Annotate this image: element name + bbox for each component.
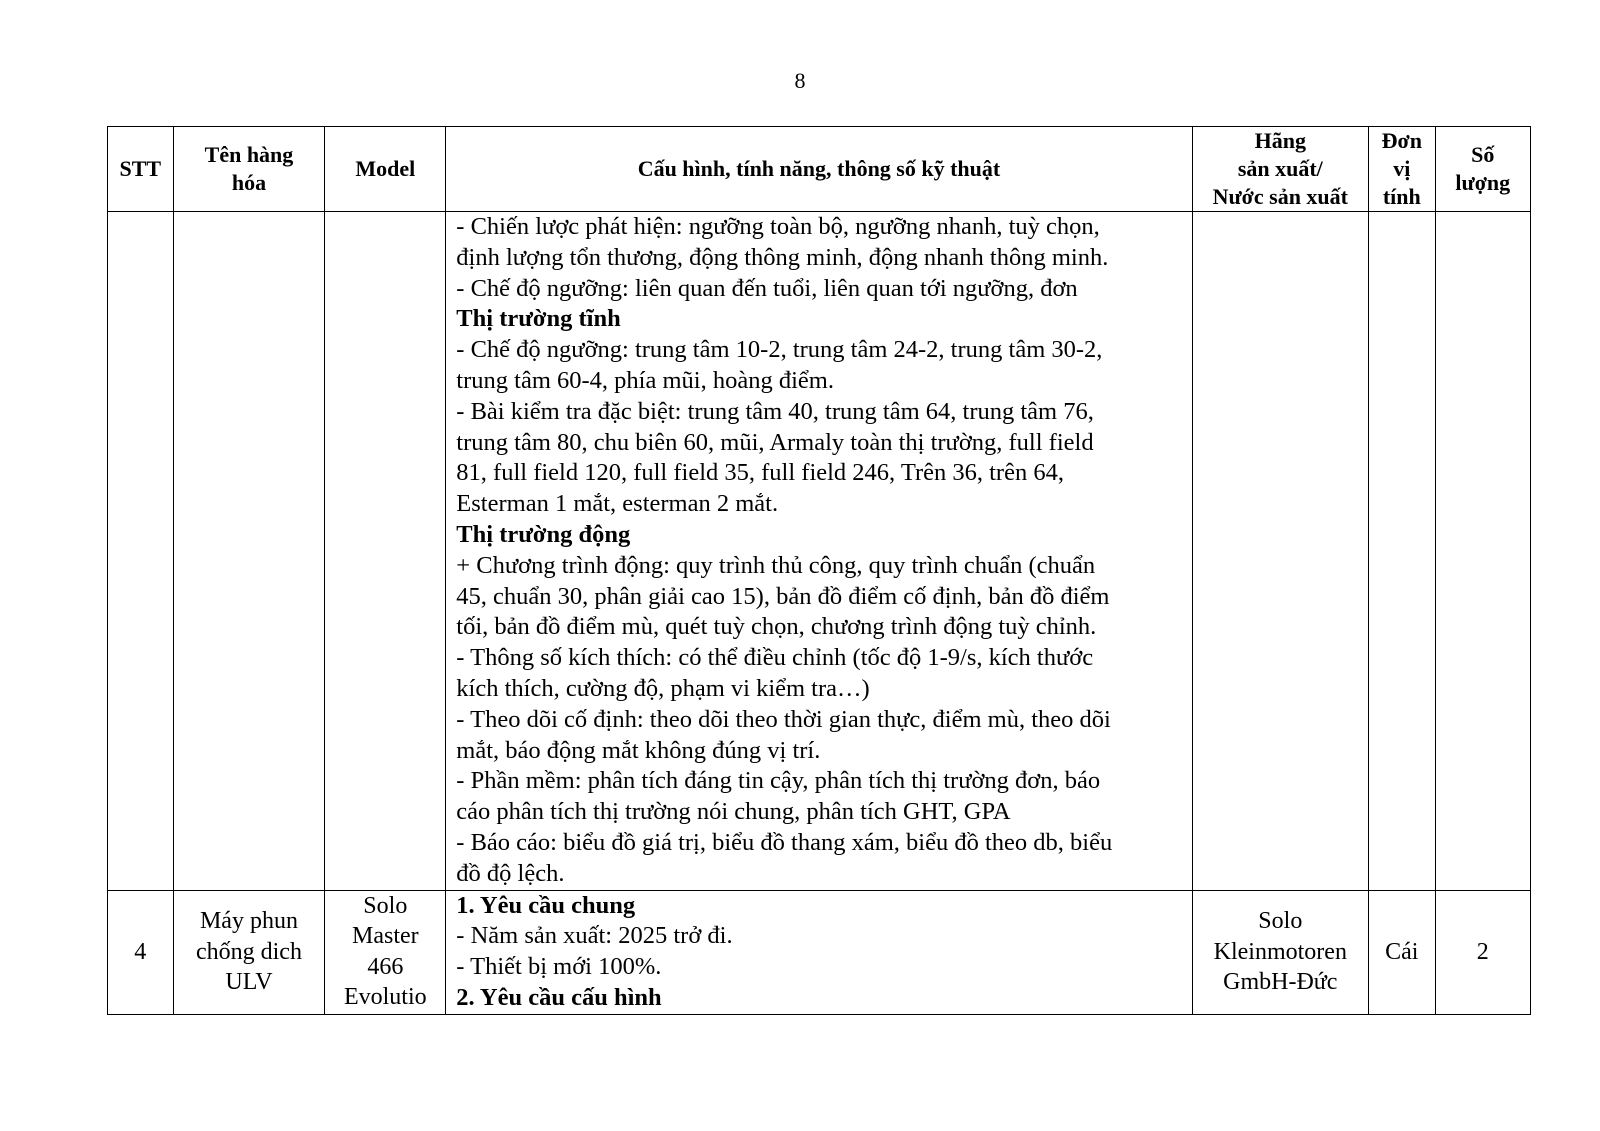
table-header-row (108, 127, 1531, 212)
header-model: Model (325, 127, 446, 212)
cell-product-name (173, 212, 325, 891)
header-stt: STT (108, 127, 174, 212)
spec-line: đồ độ lệch. (456, 859, 565, 887)
spec-line: kích thích, cường độ, phạm vi kiểm tra…) (456, 674, 870, 702)
header-line: Tên hàng (204, 142, 294, 167)
spec-line: - Phần mềm: phân tích đáng tin cậy, phân tích thị trường đơn, báo (456, 767, 1101, 795)
header-line: Hãng (1254, 128, 1306, 153)
cell-unit: Cái (1368, 890, 1435, 1014)
spec-line: mắt, báo động mắt không đúng vị trí. (456, 736, 821, 764)
header-line: sản xuất/ (1237, 156, 1323, 181)
header-line: hóa (231, 170, 267, 195)
spec-line: - Thiết bị mới 100%. (456, 953, 662, 981)
section-heading: Thị trường tĩnh (456, 305, 621, 333)
section-heading: 2. Yêu cầu cấu hình (456, 983, 662, 1011)
text-line: GmbH-Đức (1223, 969, 1338, 996)
header-line: Đơn (1381, 128, 1422, 153)
cell-manufacturer (1192, 212, 1368, 891)
text-line: Evolutio (343, 984, 427, 1011)
spec-line: cáo phân tích thị trường nói chung, phân tích GHT, GPA (456, 798, 1011, 826)
spec-line: - Chế độ ngưỡng: trung tâm 10-2, trung tâm 24-2, trung tâm 30-2, (456, 336, 1103, 364)
spec-line: - Thông số kích thích: có thể điều chỉnh (tốc độ 1-9/s, kích thước (456, 644, 1094, 672)
spec-line: - Báo cáo: biểu đồ giá trị, biểu đồ thang xám, biểu đồ theo db, biểu (456, 828, 1113, 856)
cell-quantity (1435, 212, 1530, 891)
text-line: chống dich (195, 938, 302, 965)
specification-table (107, 126, 1531, 1015)
cell-unit (1368, 212, 1435, 891)
section-heading: Thị trường động (456, 520, 631, 548)
cell-stt (108, 212, 174, 891)
table-row (108, 890, 1531, 1014)
spec-line: - Bài kiểm tra đặc biệt: trung tâm 40, trung tâm 64, trung tâm 76, (456, 397, 1094, 425)
cell-specification (446, 212, 1192, 891)
spec-line: Esterman 1 mắt, esterman 2 mắt. (456, 490, 779, 518)
cell-manufacturer (1192, 890, 1368, 1014)
header-manufacturer (1192, 127, 1368, 212)
table-row (108, 212, 1531, 891)
header-specification: Cấu hình, tính năng, thông số kỹ thuật (446, 127, 1192, 212)
text-line: ULV (225, 969, 273, 996)
cell-specification (446, 890, 1192, 1014)
header-line: tính (1382, 184, 1421, 209)
cell-product-name (173, 890, 325, 1014)
header-line: vị (1393, 156, 1411, 181)
text-line: Solo (363, 892, 408, 919)
header-product-name (173, 127, 325, 212)
cell-model (325, 890, 446, 1014)
header-line: lượng (1455, 170, 1511, 195)
spec-line: tối, bản đồ điểm mù, quét tuỳ chọn, chương trình động tuỳ chỉnh. (456, 613, 1097, 641)
page-number: 8 (794, 68, 806, 93)
spec-line: trung tâm 80, chu biên 60, mũi, Armaly toàn thị trường, full field (456, 428, 1094, 456)
cell-quantity: 2 (1435, 890, 1530, 1014)
spec-line: + Chương trình động: quy trình thủ công, quy trình chuẩn (chuẩn (456, 551, 1096, 579)
text-line: Máy phun (199, 908, 298, 935)
spec-line: - Chế độ ngưỡng: liên quan đến tuổi, liên quan tới ngưỡng, đơn (456, 274, 1078, 302)
header-quantity (1435, 127, 1530, 212)
spec-line: định lượng tổn thương, động thông minh, động nhanh thông minh. (456, 243, 1109, 271)
cell-model (325, 212, 446, 891)
text-line: Kleinmotoren (1213, 938, 1347, 965)
spec-line: - Chiến lược phát hiện: ngưỡng toàn bộ, ngưỡng nhanh, tuỳ chọn, (456, 213, 1100, 240)
text-line: Master (351, 923, 419, 950)
header-unit (1368, 127, 1435, 212)
spec-line: 81, full field 120, full field 35, full field 246, Trên 36, trên 64, (456, 459, 1064, 487)
spec-line: 45, chuẩn 30, phân giải cao 15), bản đồ điểm cố định, bản đồ điểm (456, 582, 1110, 610)
header-line: Nước sản xuất (1212, 184, 1348, 209)
section-heading: 1. Yêu cầu chung (456, 891, 636, 919)
text-line: 466 (367, 953, 404, 980)
spec-line: trung tâm 60-4, phía mũi, hoàng điểm. (456, 366, 834, 394)
header-line: Số (1471, 142, 1495, 167)
text-line: Solo (1258, 908, 1303, 935)
cell-stt: 4 (108, 890, 174, 1014)
spec-line: - Theo dõi cố định: theo dõi theo thời gian thực, điểm mù, theo dõi (456, 705, 1111, 733)
spec-line: - Năm sản xuất: 2025 trở đi. (456, 922, 733, 950)
